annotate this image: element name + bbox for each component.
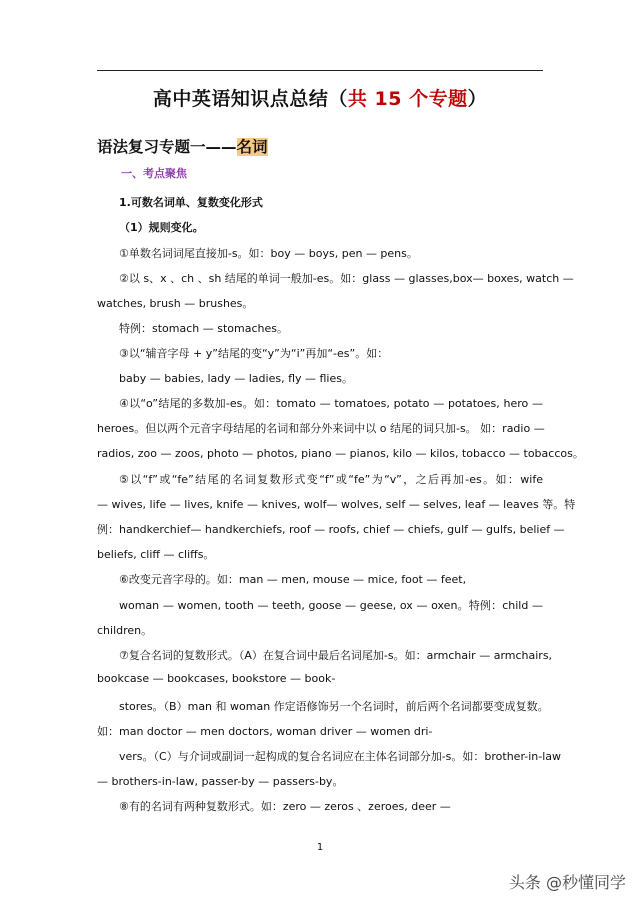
page-title [0,84,640,111]
title-main: 高中英语知识点总结（ [152,88,348,110]
body-line: radios, zoo — zoos, photo — photos, piano — pianos, kilo — kilos, tobacco — tobaccos。 [97,447,584,460]
body-line: beliefs, cliff — cliffs。 [97,548,215,561]
body-line: watches, brush — brushes。 [97,297,254,310]
heading-1: 1.可数名词单、复数变化形式 [119,196,263,209]
body-line: ②以 s、x 、ch 、sh 结尾的单词一般加-es。如：glass — glasses,box— boxes, watch — [119,272,574,285]
subtitle-prefix: 语法复习专题一—— [97,138,237,156]
body-line: vers。（C）与介词或副词一起构成的复合名词应在主体名词部分加-s。如：brother-in-law [119,750,562,763]
title-red: 共 15 个专题 [347,88,468,110]
body-line: ⑦复合名词的复数形式。（A）在复合词中最后名词尾加-s。如：armchair — armchairs, [119,649,553,662]
body-line: ⑧有的名词有两种复数形式。如：zero — zeros 、zeroes, deer — [119,800,451,813]
body-line: ⑥改变元音字母的。如：man — men, mouse — mice, foot — feet, [119,573,467,586]
body-line: heroes。但以两个元音字母结尾的名词和部分外来词中以 o 结尾的词只加-s。 如：radio — [97,422,545,435]
body-line: ①单数名词词尾直接加-s。如：boy — boys, pen — pens。 [119,247,418,260]
title-end: ） [467,88,488,110]
body-line: stores。（B）man 和 woman 作定语修饰另一个名词时，前后两个名词都要变成复数。 [119,700,549,713]
body-line: — brothers-in-law, passer-by — passers-by。 [97,775,344,788]
body-line: ④以“o”结尾的多数加-es。如：tomato — tomatoes, potato — potatoes, hero — [119,397,543,410]
body-line: 特例：stomach — stomaches。 [119,322,288,335]
body-line: children。 [97,624,153,637]
top-rule [97,70,543,71]
subtitle-highlight: 名词 [236,138,268,156]
body-line: bookcase — bookcases, bookstore — book- [97,672,336,685]
body-line: ③以“辅音字母 + y”结尾的变“y”为“i”再加“-es”。如： [119,347,389,360]
subtitle [97,135,268,157]
body-line: — wives, life — lives, knife — knives, wolf— wolves, self — selves, leaf — leaves 等。特 [97,498,576,511]
section-heading: 一、考点聚焦 [121,167,187,180]
body-line: woman — women, tooth — teeth, goose — geese, ox — oxen。特例：child — [119,599,543,612]
body-line: ⑤以“f”或“fe”结尾的名词复数形式变“f”或“fe”为“v”，之后再加-es。如：wife [119,473,543,486]
heading-2: （1）规则变化。 [119,221,204,234]
body-line: baby — babies, lady — ladies, fly — flies。 [119,372,353,385]
page-number: 1 [316,842,324,853]
body-line: 如：man doctor — men doctors, woman driver — women dri- [97,725,433,738]
body-line: 例：handkerchief— handkerchiefs, roof — roofs, chief — chiefs, gulf — gulfs, belief — [97,523,565,536]
watermark: 头条 @秒懂同学 [508,873,626,892]
